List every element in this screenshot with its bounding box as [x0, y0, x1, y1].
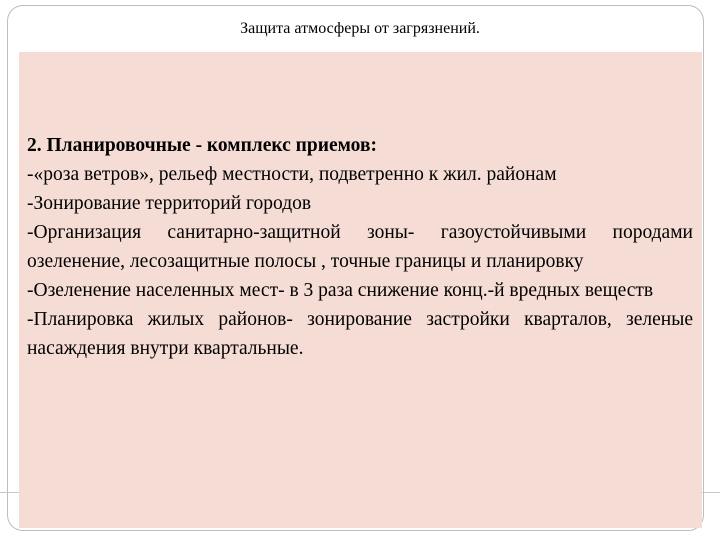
bullet-greening: -Озеленение населенных мест- в 3 раза снижение конц.-й вредных веществ: [27, 280, 654, 301]
section-heading: 2. Планировочные - комплекс приемов:: [27, 135, 377, 156]
content-text-block: [27, 131, 693, 363]
bullet-zoning: -Зонирование территорий городов: [27, 193, 312, 214]
bullet-wind-rose: -«роза ветров», рельеф местности, подветренно к жил. районам: [27, 164, 557, 185]
slide-title: Защита атмосферы от загрязнений.: [240, 20, 480, 37]
bullet-residential-planning: -Планировка жилых районов- зонирование застройки кварталов, зеленые насаждения внутри квартальные.: [27, 309, 693, 359]
bullet-sanitary-zone: -Организация санитарно-защитной зоны- газоустойчивыми породами озеленение, лесозащитные полосы , точные границы и планировку: [27, 222, 693, 272]
